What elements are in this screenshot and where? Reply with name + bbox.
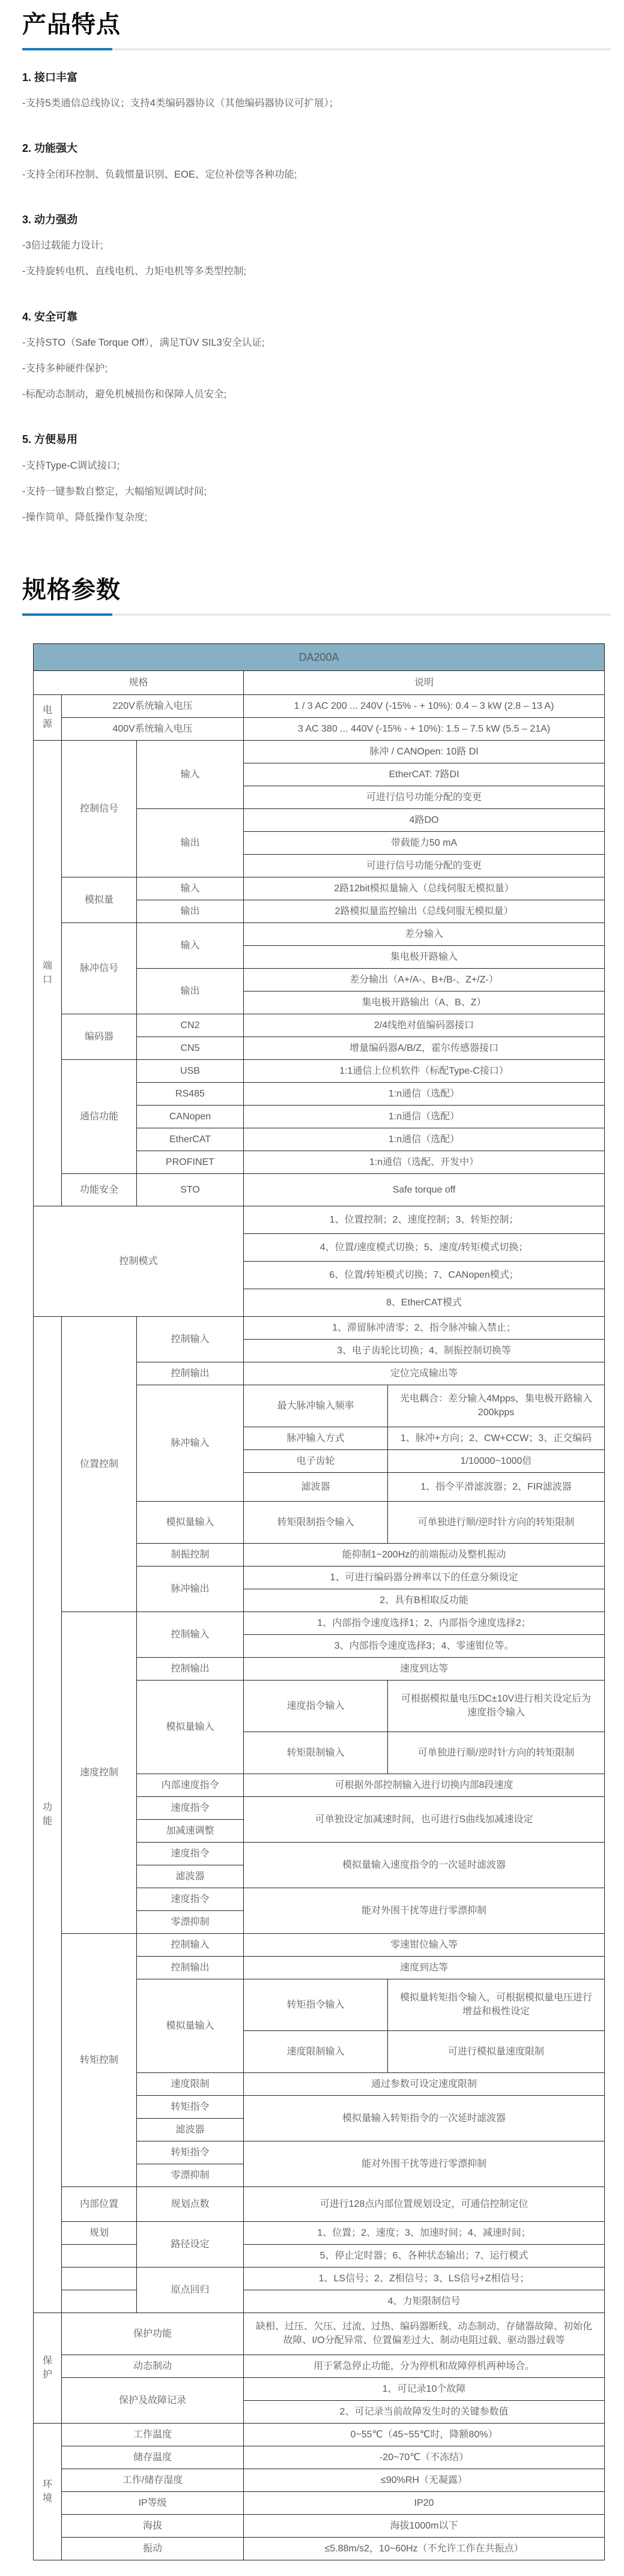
cell-pos-torque-lim: 转矩限制指令输入 bbox=[244, 1501, 388, 1543]
cell-analog-out-d: 2路模拟量监控输出（总线伺服无模拟量） bbox=[244, 900, 605, 922]
cell-pos-ctrl-out: 控制输出 bbox=[137, 1362, 244, 1385]
cell-spd-cmd-in-d: 可根据模拟量电压DC±10V进行相关设定后为速度指令输入 bbox=[388, 1680, 605, 1732]
feature-bullet: -支持旋转电机、直线电机、力矩电机等多类型控制; bbox=[22, 266, 247, 277]
cell-trq-ctrl-out-d: 速度到达等 bbox=[244, 1956, 605, 1979]
cell-env-store-t-d: -20~70℃（不冻结） bbox=[244, 2446, 605, 2469]
feature-heading-4: 4. 安全可靠 bbox=[22, 310, 78, 323]
cell-spd-analog-in: 模拟量输入 bbox=[137, 1680, 244, 1774]
cell-pulse-out-d2: 集电极开路输出（A、B、Z） bbox=[244, 991, 605, 1014]
cell-prot-brake-d: 用于紧急停止功能，分为停机和故障停机两种场合。 bbox=[244, 2355, 605, 2377]
cell-pos-filter-d: 1、指令平滑滤波器；2、FIR滤波器 bbox=[388, 1472, 605, 1501]
section-gap bbox=[22, 529, 611, 576]
cell-power-220-spec: 220V系统输入电压 bbox=[62, 694, 244, 717]
cell-plan-home-d1: 1、LS信号；2、Z相信号；3、LS信号+Z相信号； bbox=[244, 2267, 605, 2290]
cell-enc-cn2: CN2 bbox=[137, 1014, 244, 1037]
cell-ctrl-in-d1: 脉冲 / CANOpen: 10路 DI bbox=[244, 740, 605, 763]
cell-pos-torque-lim-d: 可单独进行顺/逆时针方向的转矩限制 bbox=[388, 1501, 605, 1543]
cell-pos-ctrl-in-d2: 3、电子齿轮比切换；4、制振控制切换等 bbox=[244, 1339, 605, 1362]
feature-bullet: -支持全闭环控制、负载惯量识别、EOE、定位补偿等各种功能; bbox=[22, 169, 297, 180]
cell-enc-cn5: CN5 bbox=[137, 1037, 244, 1059]
cell-enc-group: 编码器 bbox=[62, 1014, 137, 1059]
model-banner: DA200A bbox=[34, 643, 605, 670]
cell-plan-empty bbox=[62, 2267, 137, 2290]
cell-env-work-t: 工作温度 bbox=[62, 2423, 244, 2446]
cell-prot-record-d1: 1、可记录10个故障 bbox=[244, 2377, 605, 2400]
feature-bullet: -支持STO（Safe Torque Off），满足TÜV SIL3安全认证; bbox=[22, 337, 265, 348]
cell-comm-group: 通信功能 bbox=[62, 1059, 137, 1173]
specs-title: 规格参数 bbox=[22, 576, 121, 603]
cell-ctrl-out-d1: 4路DO bbox=[244, 808, 605, 831]
cell-spd-ctrl-in-d2: 3、内部指令速度选择3；4、零速钳位等。 bbox=[244, 1634, 605, 1657]
cell-spd-ctrl-out-d: 速度到达等 bbox=[244, 1657, 605, 1680]
cell-pos-gear-d: 1/10000~1000倍 bbox=[388, 1449, 605, 1472]
cell-pulse-in: 输入 bbox=[137, 922, 244, 968]
cell-prot-group: 保护 bbox=[34, 2313, 62, 2423]
cell-comm-usb-d: 1:1通信上位机软件（标配Type-C接口） bbox=[244, 1059, 605, 1082]
cell-pulse-in-d2: 集电极开路输入 bbox=[244, 945, 605, 968]
cell-spd-ctrl-in: 控制输入 bbox=[137, 1612, 244, 1657]
cell-spd-torque-lim: 转矩限制输入 bbox=[244, 1732, 388, 1774]
cell-ctrl-in-d2: EtherCAT: 7路DI bbox=[244, 763, 605, 786]
cell-env-ip-d: IP20 bbox=[244, 2491, 605, 2514]
cell-trq-filter-d: 模拟量输入转矩指令的一次延时滤波器 bbox=[244, 2095, 605, 2141]
cell-pos-ctrl-in-d1: 1、滞留脉冲清零；2、指令脉冲输入禁止； bbox=[244, 1316, 605, 1339]
cell-spd-filter-d: 模拟量输入速度指令的一次延时滤波器 bbox=[244, 1842, 605, 1888]
cell-pos-mode-d: 1、脉冲+方向；2、CW+CCW；3、正交编码 bbox=[388, 1427, 605, 1449]
feature-bullet: -支持多种硬件保护; bbox=[22, 363, 108, 375]
cell-spd-internal-d: 可根据外部控制输入进行切换内部8段速度 bbox=[244, 1774, 605, 1796]
cell-trq-spd-lim-in-d: 可进行模拟量速度限制 bbox=[388, 2030, 605, 2072]
cell-pos-freq-d: 光电耦合：差分输入4Mpps，集电极开路输入200kpps bbox=[388, 1385, 605, 1427]
cell-pulse-in-d1: 差分输入 bbox=[244, 922, 605, 945]
cell-prot-func-d: 缺相、过压、欠压、过流、过热、编码器断线、动态制动、存储器故障、初始化故障、I/O分配异常、位置偏差过大、制动电阻过载、驱动器过载等 bbox=[244, 2313, 605, 2355]
cell-env-hum-d: ≤90%RH（无凝露） bbox=[244, 2469, 605, 2491]
cell-spd-group: 速度控制 bbox=[62, 1612, 137, 1933]
cell-plan-path-d2: 5、停止定时器；6、各种状态输出；7、运行模式 bbox=[244, 2244, 605, 2267]
cell-safety-sto-d: Safe torque off bbox=[244, 1173, 605, 1206]
cell-mode-d1: 1、位置控制；2、速度控制；3、转矩控制； bbox=[244, 1206, 605, 1233]
cell-power-220-desc: 1 / 3 AC 200 ... 240V (-15% - + 10%): 0.4 – 3 kW (2.8 – 13 A) bbox=[244, 694, 605, 717]
col-header-spec: 规格 bbox=[34, 670, 244, 694]
specs-section bbox=[22, 576, 611, 2560]
cell-comm-rs485-d: 1:n通信（选配） bbox=[244, 1082, 605, 1105]
cell-trq-ctrl-out: 控制输出 bbox=[137, 1956, 244, 1979]
cell-pos-pulse-out: 脉冲输出 bbox=[137, 1566, 244, 1612]
col-header-desc: 说明 bbox=[244, 670, 605, 694]
cell-spd-accel: 加减速调整 bbox=[137, 1819, 244, 1842]
cell-pos-analog-in: 模拟量输入 bbox=[137, 1501, 244, 1543]
cell-comm-ethercat: EtherCAT bbox=[137, 1128, 244, 1151]
cell-comm-canopen-d: 1:n通信（选配） bbox=[244, 1105, 605, 1128]
cell-mode-group: 控制模式 bbox=[34, 1206, 244, 1316]
cell-trq-drift-d: 能对外围干扰等进行零漂抑制 bbox=[244, 2141, 605, 2186]
cell-spd-drift: 零漂抑制 bbox=[137, 1910, 244, 1933]
cell-env-hum: 工作/储存湿度 bbox=[62, 2469, 244, 2491]
cell-prot-record-d2: 2、可记录当前故障发生时的关键参数值 bbox=[244, 2400, 605, 2423]
cell-spd-filter: 滤波器 bbox=[137, 1865, 244, 1888]
cell-trq-cmd-in-d: 模拟量转矩指令输入，可根据模拟量电压进行增益和极性设定 bbox=[388, 1979, 605, 2030]
cell-ctrl-group: 控制信号 bbox=[62, 740, 137, 877]
cell-pos-pulse-out-d1: 1、可进行编码器分辨率以下的任意分频设定 bbox=[244, 1566, 605, 1589]
cell-trq-cmd2: 转矩指令 bbox=[137, 2141, 244, 2164]
cell-spd-internal: 内部速度指令 bbox=[137, 1774, 244, 1796]
cell-trq-cmd-in: 转矩指令输入 bbox=[244, 1979, 388, 2030]
cell-trq-cmd1: 转矩指令 bbox=[137, 2095, 244, 2118]
cell-comm-usb: USB bbox=[137, 1059, 244, 1082]
cell-spd-drift-d: 能对外围干扰等进行零漂抑制 bbox=[244, 1888, 605, 1933]
cell-comm-rs485: RS485 bbox=[137, 1082, 244, 1105]
features-title: 产品特点 bbox=[22, 11, 121, 38]
feature-bullet: -支持5类通信总线协议；支持4类编码器协议（其他编码器协议可扩展）； bbox=[22, 98, 339, 109]
cell-trq-group: 转矩控制 bbox=[62, 1933, 137, 2186]
cell-comm-profinet-d: 1:n通信（选配、开发中） bbox=[244, 1151, 605, 1173]
cell-trq-spd-lim-in: 速度限制输入 bbox=[244, 2030, 388, 2072]
cell-plan-path-d1: 1、位置；2、速度；3、加速时间；4、减速时间； bbox=[244, 2221, 605, 2244]
feature-bullet: -标配动态制动，避免机械损伤和保障人员安全; bbox=[22, 389, 227, 400]
cell-env-vib: 振动 bbox=[62, 2537, 244, 2560]
feature-heading-1: 1. 接口丰富 bbox=[22, 71, 78, 83]
cell-pos-ctrl-out-d: 定位完成输出等 bbox=[244, 1362, 605, 1385]
cell-trq-spd-lim-d: 通过参数可设定速度限制 bbox=[244, 2072, 605, 2095]
cell-spd-ctrl-in-d1: 1、内部指令速度选择1；2、内部指令速度选择2； bbox=[244, 1612, 605, 1634]
cell-trq-ctrl-in: 控制输入 bbox=[137, 1933, 244, 1956]
cell-prot-record: 保护及故障记录 bbox=[62, 2377, 244, 2423]
cell-pos-pulse-out-d2: 2、具有B相取反功能 bbox=[244, 1589, 605, 1612]
cell-pulse-group: 脉冲信号 bbox=[62, 922, 137, 1014]
cell-pos-vib-d: 能抑制1~200Hz的前端振动及整机振动 bbox=[244, 1543, 605, 1566]
cell-trq-filter: 滤波器 bbox=[137, 2118, 244, 2141]
cell-plan-empty bbox=[62, 2244, 137, 2267]
feature-bullet: -支持一键参数自整定，大幅缩短调试时间; bbox=[22, 486, 207, 497]
cell-comm-profinet: PROFINET bbox=[137, 1151, 244, 1173]
specs-table bbox=[33, 643, 605, 2560]
cell-spd-ctrl-out: 控制输出 bbox=[137, 1657, 244, 1680]
cell-pos-vib: 制振控制 bbox=[137, 1543, 244, 1566]
feature-bullet: -3倍过载能力设计; bbox=[22, 240, 103, 251]
cell-ipos-group: 内部位置 bbox=[62, 2186, 137, 2221]
cell-port-group: 端口 bbox=[34, 740, 62, 1206]
cell-comm-canopen: CANopen bbox=[137, 1105, 244, 1128]
cell-ctrl-out-d3: 可进行信号功能分配的变更 bbox=[244, 854, 605, 877]
feature-heading-5: 5. 方便易用 bbox=[22, 433, 78, 446]
cell-safety-sto: STO bbox=[137, 1173, 244, 1206]
cell-power-group: 电源 bbox=[34, 694, 62, 740]
cell-mode-d3: 6、位置/转矩模式切换；7、CANopen模式； bbox=[244, 1261, 605, 1289]
cell-pulse-out: 输出 bbox=[137, 968, 244, 1014]
cell-ctrl-out-d2: 带载能力50 mA bbox=[244, 831, 605, 854]
cell-env-store-t: 储存温度 bbox=[62, 2446, 244, 2469]
cell-analog-group: 模拟量 bbox=[62, 877, 137, 922]
cell-pos-ctrl-in: 控制输入 bbox=[137, 1316, 244, 1362]
cell-spd-accel-d: 可单独设定加减速时间，也可进行S曲线加减速设定 bbox=[244, 1796, 605, 1842]
cell-enc-cn5-d: 增量编码器A/B/Z，霍尔传感器接口 bbox=[244, 1037, 605, 1059]
cell-pos-freq: 最大脉冲输入频率 bbox=[244, 1385, 388, 1427]
cell-plan-path: 路径设定 bbox=[137, 2221, 244, 2267]
cell-spd-torque-lim-d: 可单独进行顺/逆时针方向的转矩限制 bbox=[388, 1732, 605, 1774]
cell-prot-brake: 动态制动 bbox=[62, 2355, 244, 2377]
cell-prot-func: 保护功能 bbox=[62, 2313, 244, 2355]
feature-bullet: -支持Type-C调试接口; bbox=[22, 460, 120, 471]
cell-ipos-points-d: 可进行128点内部位置规划设定，可通信控制定位 bbox=[244, 2186, 605, 2221]
cell-mode-d4: 8、EtherCAT模式 bbox=[244, 1289, 605, 1316]
cell-safety-group: 功能安全 bbox=[62, 1173, 137, 1206]
cell-spd-cmd1: 速度指令 bbox=[137, 1796, 244, 1819]
cell-pos-gear: 电子齿轮 bbox=[244, 1449, 388, 1472]
cell-plan-empty bbox=[62, 2290, 137, 2313]
cell-mode-d2: 4、位置/速度模式切换；5、速度/转矩模式切换； bbox=[244, 1233, 605, 1261]
specs-title-underline bbox=[22, 613, 611, 616]
cell-pos-mode: 脉冲输入方式 bbox=[244, 1427, 388, 1449]
feature-bullet: -操作简单，降低操作复杂度; bbox=[22, 511, 148, 523]
cell-spd-cmd2: 速度指令 bbox=[137, 1842, 244, 1865]
cell-pos-pulse-in: 脉冲输入 bbox=[137, 1385, 244, 1501]
cell-pos-filter: 滤波器 bbox=[244, 1472, 388, 1501]
cell-trq-spd-lim: 速度限制 bbox=[137, 2072, 244, 2095]
cell-env-group: 环境 bbox=[34, 2423, 62, 2560]
cell-power-400-desc: 3 AC 380 ... 440V (-15% - + 10%): 1.5 – 7.5 kW (5.5 – 21A) bbox=[244, 717, 605, 740]
cell-trq-ctrl-in-d: 零速钳位输入等 bbox=[244, 1933, 605, 1956]
cell-env-ip: IP等级 bbox=[62, 2491, 244, 2514]
features-title-underline bbox=[22, 48, 611, 50]
cell-ctrl-out: 输出 bbox=[137, 808, 244, 877]
cell-env-vib-d: ≤5.88m/s2，10~60Hz（不允许工作在共振点） bbox=[244, 2537, 605, 2560]
cell-analog-out: 输出 bbox=[137, 900, 244, 922]
cell-pos-group: 位置控制 bbox=[62, 1316, 137, 1612]
cell-analog-in: 输入 bbox=[137, 877, 244, 900]
cell-enc-cn2-d: 2/4线绝对值编码器接口 bbox=[244, 1014, 605, 1037]
feature-heading-2: 2. 功能强大 bbox=[22, 142, 78, 155]
cell-env-work-t-d: 0~55℃（45~55℃时，降额80%） bbox=[244, 2423, 605, 2446]
cell-plan-home-d2: 4、力矩限制信号 bbox=[244, 2290, 605, 2313]
cell-plan-group: 规划 bbox=[62, 2221, 137, 2244]
cell-ctrl-in: 输入 bbox=[137, 740, 244, 808]
cell-power-400-spec: 400V系统输入电压 bbox=[62, 717, 244, 740]
cell-plan-home: 原点回归 bbox=[137, 2267, 244, 2313]
cell-analog-in-d: 2路12bit模拟量输入（总线伺服无模拟量） bbox=[244, 877, 605, 900]
cell-comm-ethercat-d: 1:n通信（选配） bbox=[244, 1128, 605, 1151]
cell-ipos-points: 规划点数 bbox=[137, 2186, 244, 2221]
cell-env-alt-d: 海拔1000m以下 bbox=[244, 2514, 605, 2537]
cell-trq-drift: 零漂抑制 bbox=[137, 2164, 244, 2186]
cell-spd-cmd3: 速度指令 bbox=[137, 1888, 244, 1910]
cell-ctrl-in-d3: 可进行信号功能分配的变更 bbox=[244, 786, 605, 808]
cell-env-alt: 海拔 bbox=[62, 2514, 244, 2537]
cell-pulse-out-d1: 差分输出（A+/A-、B+/B-、Z+/Z-） bbox=[244, 968, 605, 991]
features-section bbox=[22, 11, 611, 525]
cell-func-group: 功能 bbox=[34, 1316, 62, 2313]
feature-heading-3: 3. 动力强劲 bbox=[22, 213, 78, 226]
cell-trq-analog-in: 模拟量输入 bbox=[137, 1979, 244, 2072]
cell-spd-cmd-in: 速度指令输入 bbox=[244, 1680, 388, 1732]
